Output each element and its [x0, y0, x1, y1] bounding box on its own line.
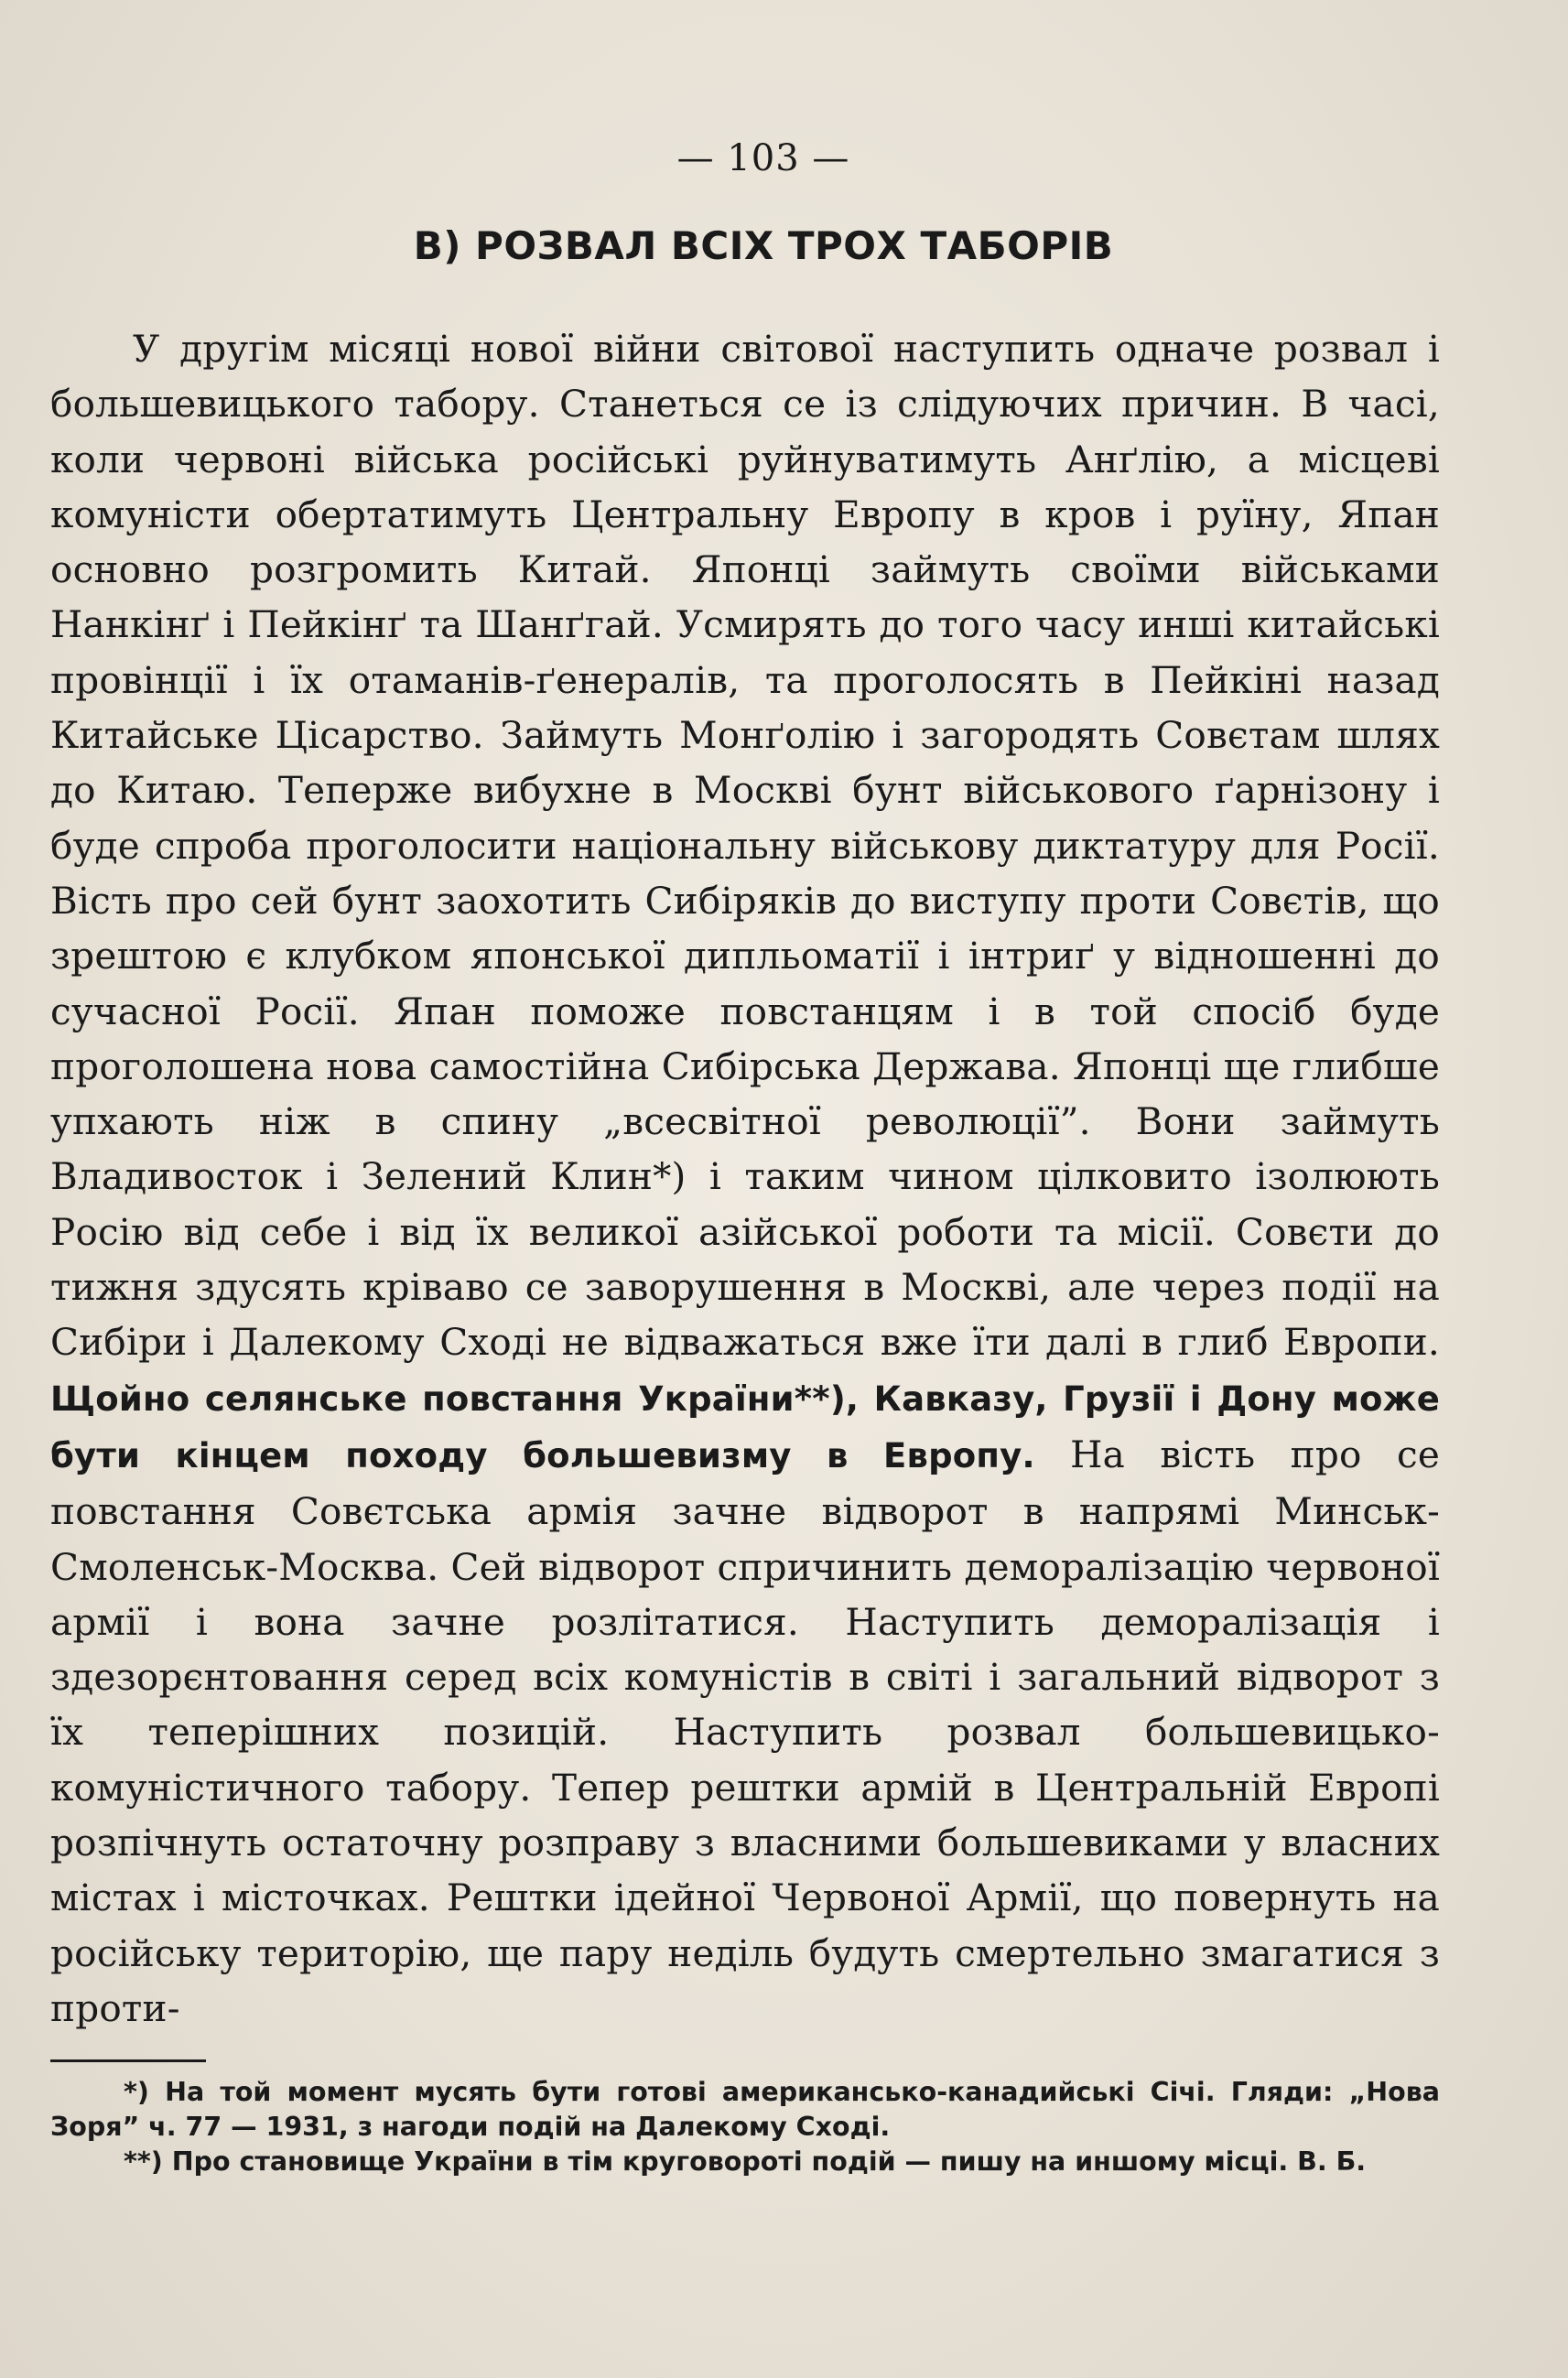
page-number: — 103 — [676, 137, 850, 179]
paragraph-text-part2: На вість про се повстання Совєтська армія зачне відворот в напрямі Минськ-Смоленськ-Москва. Сей відворот спричинить деморалізацію червоної армії і вона зачне розлітатися. Наступить деморалізація і здезорєнтовання серед всіх комуністів в світі і загальний відворот з їх теперішних позицій. Наступить розвал большевицько-комуністичного табору. Тепер рештки армій в Центральній Европі розпічнуть остаточну розправу з власними большевиками у власних містах і місточках. Рештки ідейної Червоної Армії, що повернуть на російську територію, ще пару неділь будуть смертельно змагатися з проти- [50, 1432, 1440, 2030]
paragraph-bold-statement: Щойно селянське повстання України**), Кавказу, Грузії і Дону може бути кінцем походу большевизму в Европу. [50, 1378, 1440, 1475]
footnote-divider [50, 2059, 206, 2062]
footnote-1: *) На той момент мусять бути готові американсько-канадийські Січі. Гляди: „Нова Зоря” ч. 77 — 1931, з нагоди подій на Далекому Сході. [50, 2077, 1440, 2143]
chapter-title: В) РОЗВАЛ ВСІХ ТРОХ ТАБОРІВ [413, 223, 1114, 268]
footnote-2: **) Про становище України в тім круговороті подій — пишу на иншому місці. В. Б. [124, 2146, 1367, 2178]
paragraph-text-part1: У другім місяці нової війни світової наступить одначе розвал і большевицького табору. Станеться се із слідуючих причин. В часі, коли червоні війська російські руйнуватимуть Анґлію, а місцеві комуністи обертатимуть Центральну Европу в кров і руїну, Япан основно розгромить Китай. Японці займуть своїми військами Нанкінґ і Пейкінґ та Шанґгай. Усмирять до того часу инші китайські провінції і їх отаманів-ґенералів, та проголосять в Пейкіні назад Китайське Цісарство. Займуть Монґолію і загородять Совєтам шлях до Китаю. Теперже вибухне в Москві бунт військового ґарнізону і буде спроба проголосити національну військову диктатуру для Росії. Вість про сей бунт заохотить Сибіряків до виступу проти Совєтів, що зрештою є клубком японської дипльоматії і інтриґ у відношенні до сучасної Росії. Япан поможе повстанцям і в той спосіб буде проголошена нова самостійна Сибірська Держава. Японці ще глибше упхають ніж в спину „всесвітної революції”. Вони займуть Владивосток і Зелений Клин*) і таким чином цілковито ізолюють Росію від себе і від їх великої азійської роботи та місії. Совєти до тижня здусять кріваво се заворушення в Москві, але через події на Сибіри і Далекому Сході не відважаться вже їти далі в глиб Европи. [50, 327, 1440, 1365]
main-paragraph [50, 321, 1440, 2036]
